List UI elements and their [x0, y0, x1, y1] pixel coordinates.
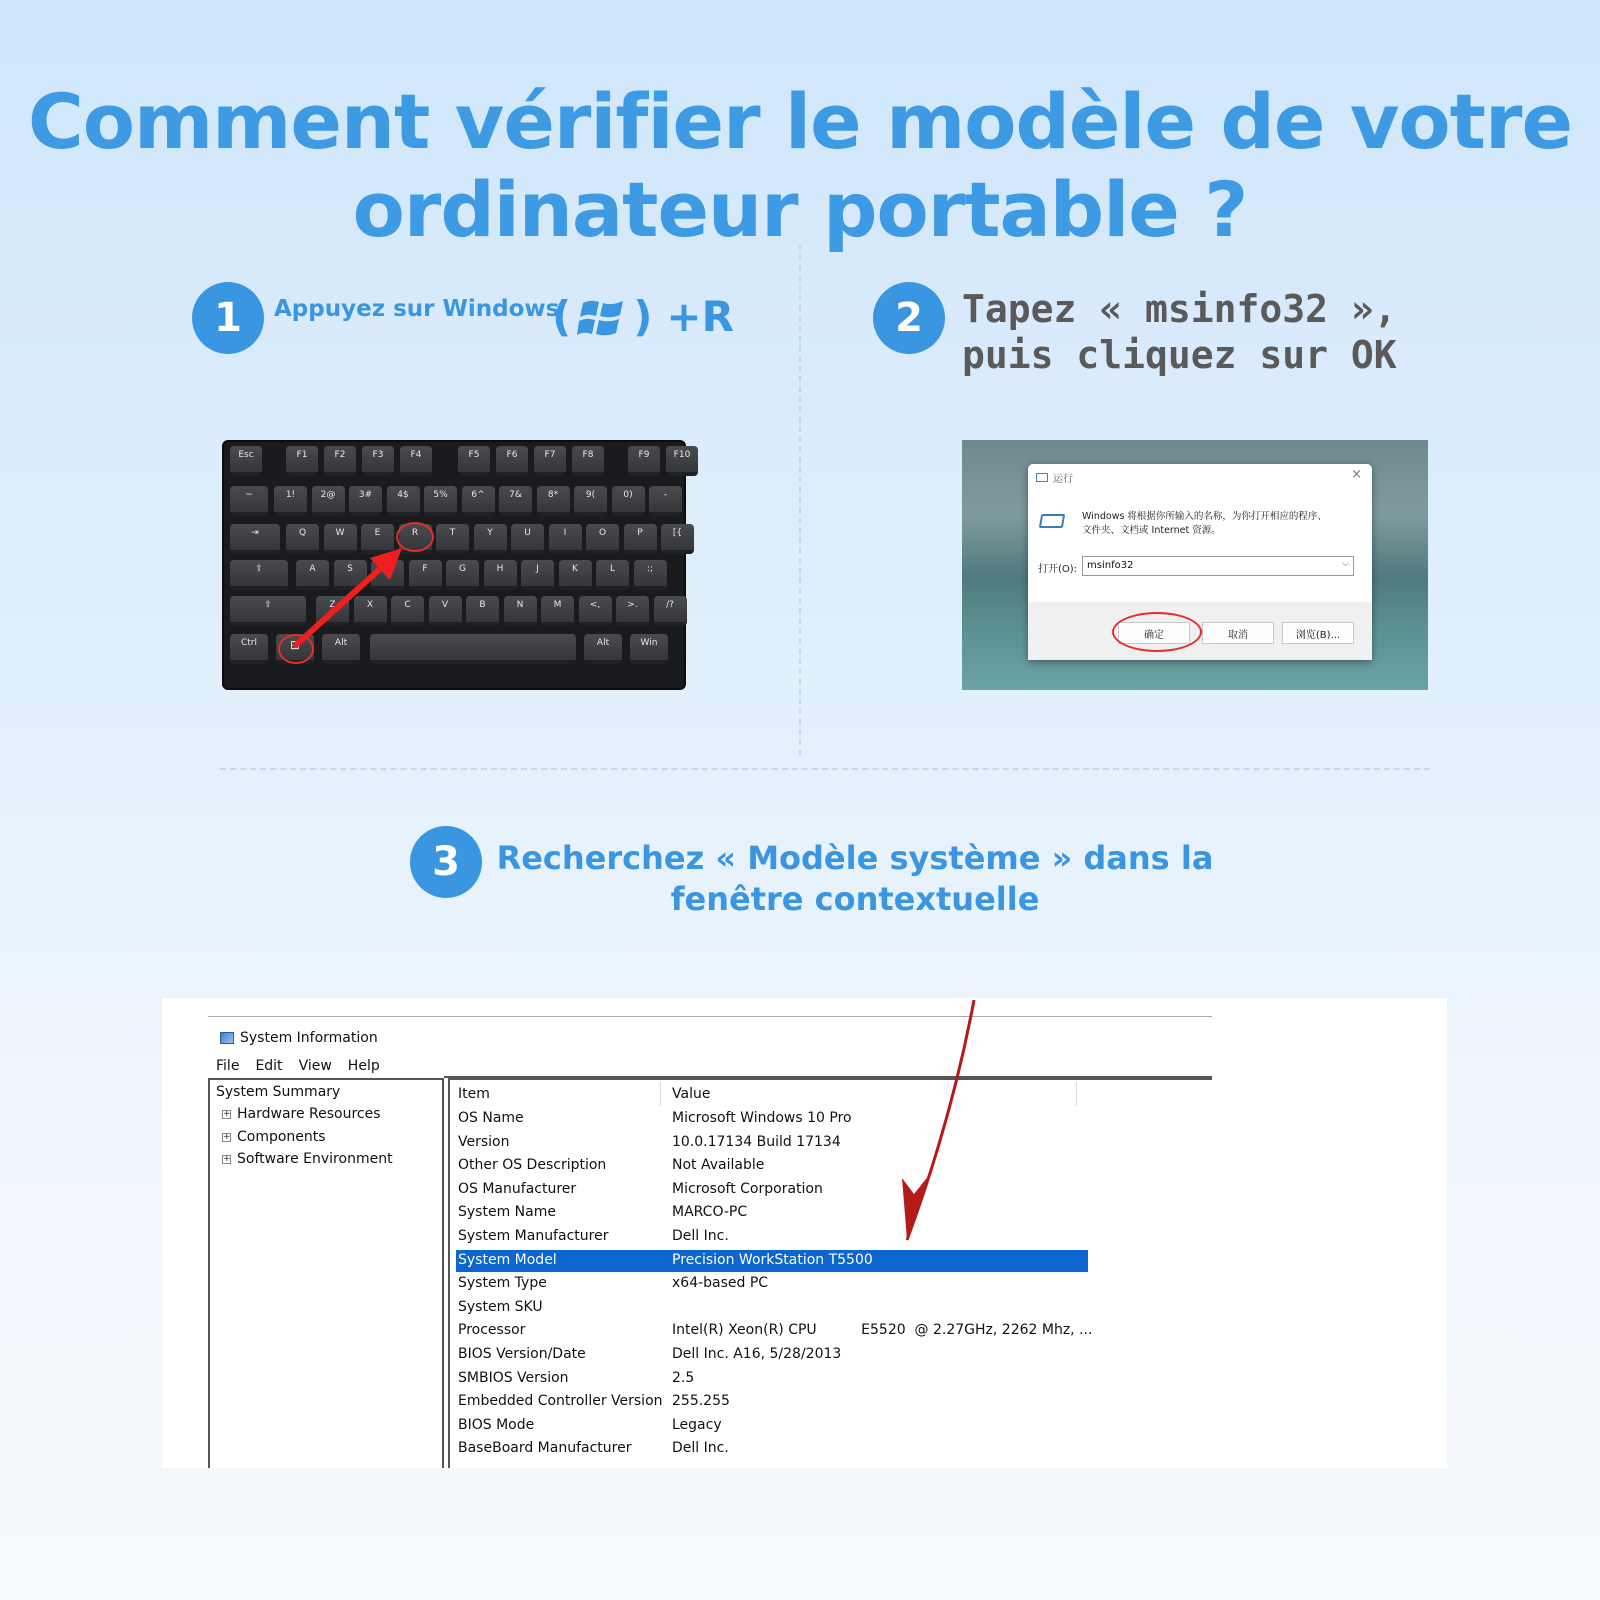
row-item: Other OS Description [458, 1157, 607, 1174]
row-value: Precision WorkStation T5500 [672, 1251, 873, 1268]
tree-hardware-resources[interactable]: + Hardware Resources [223, 1106, 381, 1122]
row-item: Processor [458, 1322, 526, 1339]
key-num-6: 6^ [462, 486, 495, 516]
row-value: Intel(R) Xeon(R) CPU E5520 @ 2.27GHz, 2262 Mhz, ... [672, 1322, 1093, 1339]
key-q-8: I [549, 524, 582, 554]
key-z-1: Z [316, 596, 349, 626]
key-q-11: [{ [661, 524, 694, 554]
step-3-line-2: fenêtre contextuelle [670, 880, 1040, 918]
row-value: Microsoft Corporation [672, 1180, 823, 1197]
row-value: Microsoft Windows 10 Pro [672, 1110, 852, 1126]
key-num-3: 3# [349, 486, 382, 516]
run-dialog-icon [1036, 473, 1048, 482]
key-z-7: M [541, 596, 574, 626]
row-item: OS Name [458, 1110, 524, 1126]
step-3-text [470, 838, 1240, 920]
row-value: x64-based PC [672, 1275, 769, 1292]
step-2-text [962, 286, 1397, 378]
key-z-4: V [429, 596, 462, 626]
row-value: 10.0.17134 Build 17134 [672, 1133, 841, 1150]
row-item: SMBIOS Version [458, 1369, 569, 1386]
tree-software-environment[interactable]: + Software Environment [223, 1151, 393, 1167]
menu-view[interactable]: View [298, 1058, 332, 1074]
key-num-2: 2@ [312, 486, 345, 516]
run-desc-line-2: 文件夹、文档或 Internet 资源。 [1082, 525, 1221, 536]
key-z-9: >. [616, 596, 649, 626]
step-2-badge: 2 [873, 282, 945, 354]
windows-logo-icon: ⊞ [289, 638, 301, 652]
key-num-8: 8* [537, 486, 570, 516]
key-3: F3 [362, 446, 394, 476]
key-num-9: 9( [574, 486, 607, 516]
red-arrow-icon [222, 440, 686, 690]
row-value: Dell Inc. [672, 1228, 729, 1244]
key-a-6: H [484, 560, 517, 590]
row-item: OS Manufacturer [458, 1180, 577, 1197]
key-z-6: N [504, 596, 537, 626]
step-3-badge: 3 [410, 826, 482, 898]
browse-button[interactable]: 浏览(B)... [1282, 622, 1354, 644]
key-q-3: E [361, 524, 394, 554]
key-num-0: ~ [230, 486, 268, 516]
key-a-5: G [446, 560, 479, 590]
step-3-line-1: Recherchez « Modèle système » dans la [496, 839, 1214, 877]
key-z-2: X [354, 596, 387, 626]
key-num-11: - [649, 486, 682, 516]
chevron-down-icon[interactable]: ⌵ [1342, 559, 1349, 569]
row-item: BIOS Version/Date [458, 1346, 586, 1362]
row-item: System Manufacturer [458, 1228, 609, 1244]
key-q-9: O [586, 524, 619, 554]
key-num-5: 5% [424, 486, 457, 516]
key-5: F5 [458, 446, 490, 476]
close-icon[interactable]: × [1351, 467, 1362, 482]
step-1-shortcut [552, 292, 734, 341]
run-dialog-title: 运行 [1053, 474, 1073, 485]
vertical-divider [799, 245, 801, 755]
title-line-2: ordinateur portable ? [352, 165, 1248, 254]
key-num-4: 4$ [387, 486, 420, 516]
key-alt-right: Alt [584, 634, 622, 664]
key-q-10: P [624, 524, 657, 554]
key-a-10: :; [634, 560, 667, 590]
key-6: F6 [496, 446, 528, 476]
key-z-10: /? [654, 596, 687, 626]
column-header-value[interactable]: Value [672, 1086, 711, 1102]
key-win-right: Win [630, 634, 668, 664]
ok-highlight-circle [1112, 612, 1202, 652]
step-1-text: Appuyez sur Windows [274, 296, 560, 322]
row-item: Embedded Controller Version [458, 1393, 663, 1410]
key-num-10: 0) [612, 486, 645, 516]
menu-file[interactable]: File [216, 1058, 240, 1074]
paren-open: ( [552, 292, 572, 341]
run-big-icon [1039, 514, 1065, 528]
key-z-0: ⇧ [230, 596, 306, 626]
key-q-0: ⇥ [230, 524, 280, 554]
cancel-button[interactable]: 取消 [1202, 622, 1274, 644]
run-dialog-screenshot [962, 440, 1428, 690]
key-2: F2 [324, 446, 356, 476]
key-q-1: Q [286, 524, 319, 554]
horizontal-divider [220, 768, 1430, 770]
key-q-2: W [324, 524, 357, 554]
row-value: Not Available [672, 1157, 765, 1174]
row-item: BaseBoard Manufacturer [458, 1440, 632, 1457]
run-desc-line-1: Windows 将根据你所输入的名称，为你打开相应的程序、 [1082, 511, 1327, 522]
key-1: F1 [286, 446, 318, 476]
page-title [0, 78, 1600, 254]
row-value: Dell Inc. A16, 5/28/2013 [672, 1346, 842, 1362]
ok-button[interactable]: 确定 [1118, 622, 1190, 644]
row-item: BIOS Mode [458, 1416, 535, 1433]
key-8: F8 [572, 446, 604, 476]
key-z-5: B [466, 596, 499, 626]
row-value: MARCO-PC [672, 1204, 748, 1221]
key-z-8: <, [579, 596, 612, 626]
step-1-badge: 1 [192, 282, 264, 354]
key-a-1: A [296, 560, 329, 590]
row-value: Dell Inc. [672, 1440, 729, 1457]
key-q-7: U [511, 524, 544, 554]
row-item: System Model [458, 1251, 557, 1268]
windows-logo-icon [577, 295, 627, 339]
key-a-8: K [559, 560, 592, 590]
key-num-1: 1! [274, 486, 307, 516]
row-item: System SKU [458, 1298, 543, 1315]
row-item: System Type [458, 1275, 547, 1292]
key-q-5: T [436, 524, 469, 554]
key-4: F4 [400, 446, 432, 476]
title-line-1: Comment vérifier le modèle de votre [27, 77, 1572, 166]
tree-components[interactable]: + Components [223, 1129, 326, 1145]
key-9: F9 [628, 446, 660, 476]
row-item: Version [458, 1133, 510, 1150]
key-a-4: F [409, 560, 442, 590]
system-information-screenshot [162, 998, 1447, 1468]
step-2-line-2: puis cliquez sur OK [962, 333, 1397, 377]
key-ctrl: Ctrl [230, 634, 268, 664]
key-7: F7 [534, 446, 566, 476]
plus-r: +R [666, 292, 734, 341]
key-a-9: L [596, 560, 629, 590]
key-a-0: ⇪ [230, 560, 288, 590]
column-header-item[interactable]: Item [458, 1086, 490, 1102]
key-z-3: C [391, 596, 424, 626]
row-value: Legacy [672, 1416, 722, 1433]
run-input-value: msinfo32 [1087, 560, 1134, 571]
row-item: System Name [458, 1204, 556, 1221]
key-alt-left: Alt [322, 634, 360, 664]
expand-icon[interactable]: + [223, 1153, 231, 1164]
key-0: Esc [230, 446, 262, 476]
red-arrow-icon [162, 998, 1447, 1468]
row-value: 2.5 [672, 1369, 695, 1386]
step-2-line-1: Tapez « msinfo32 », [962, 287, 1397, 331]
expand-icon[interactable]: + [223, 1131, 231, 1142]
paren-close: ) [633, 292, 653, 341]
tree-system-summary[interactable]: System Summary [216, 1084, 341, 1100]
open-label: 打开(O): [1038, 564, 1078, 575]
run-input[interactable] [1082, 556, 1354, 576]
key-num-7: 7& [499, 486, 532, 516]
expand-icon[interactable]: + [223, 1108, 231, 1119]
key-q-6: Y [474, 524, 507, 554]
row-value: 255.255 [672, 1393, 730, 1410]
key-q-4: R [399, 524, 432, 554]
run-dialog [1028, 464, 1372, 660]
menu-edit[interactable]: Edit [255, 1058, 283, 1074]
key-a-2: S [334, 560, 367, 590]
menu-help[interactable]: Help [347, 1058, 380, 1074]
sysinfo-title: System Information [240, 1030, 378, 1046]
key-a-7: J [521, 560, 554, 590]
key-10: F10 [666, 446, 698, 476]
